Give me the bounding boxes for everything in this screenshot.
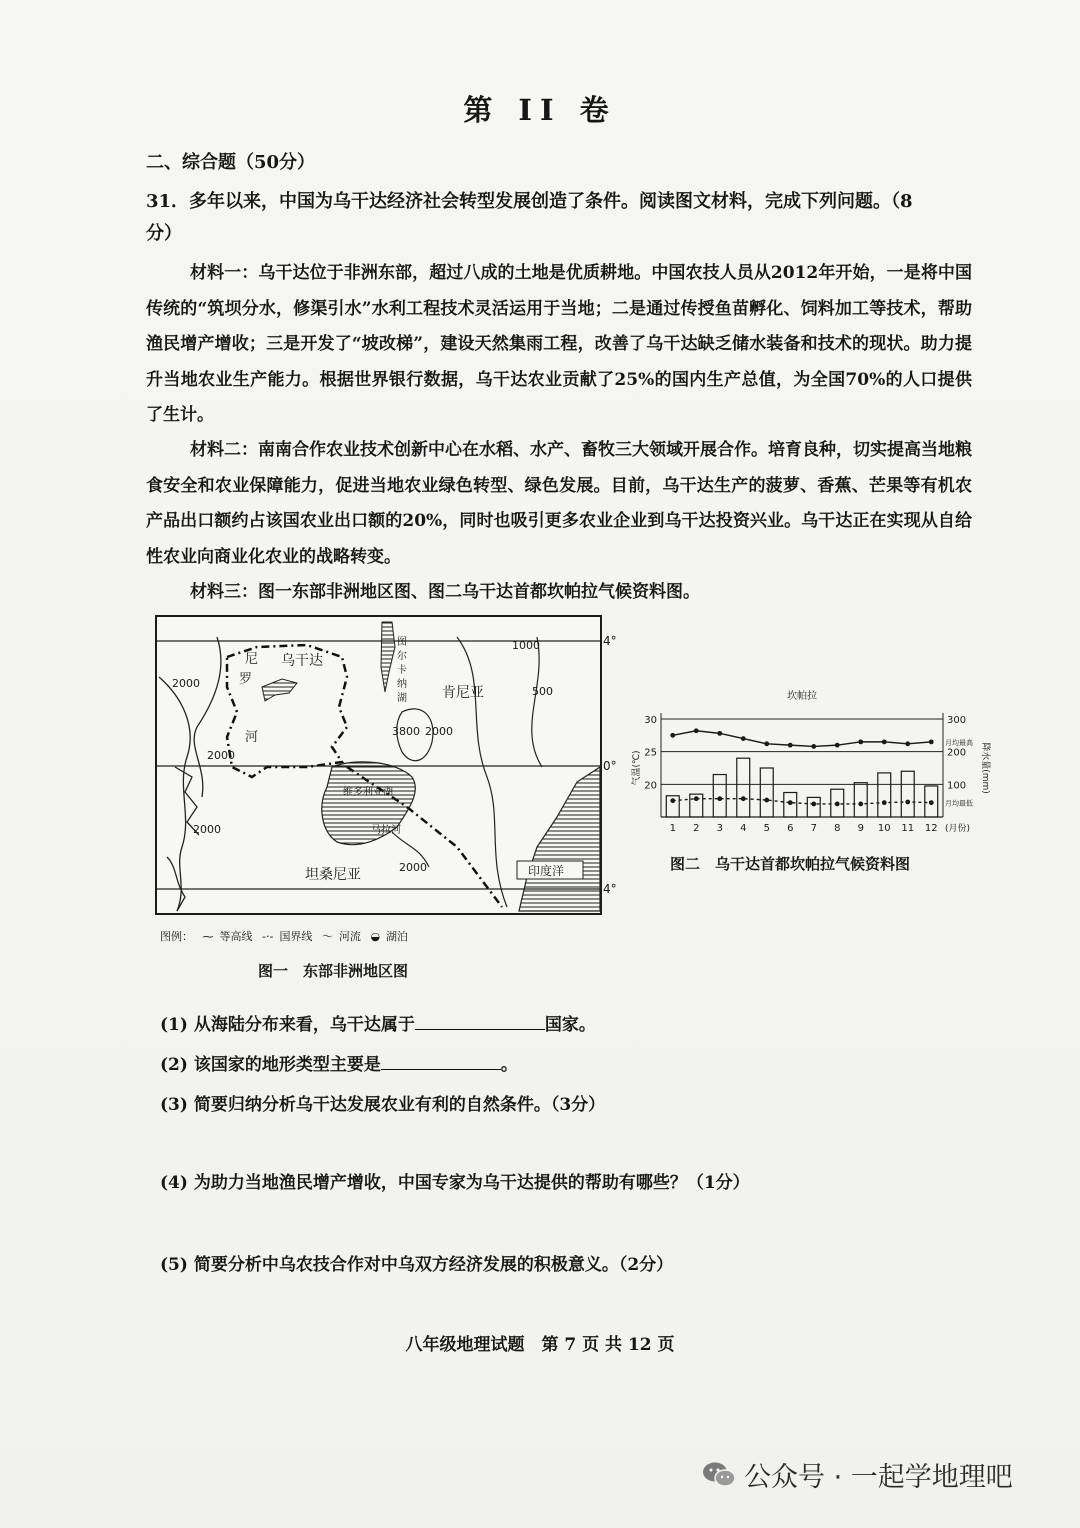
legend-river: 河流 xyxy=(338,930,361,943)
legend-border: 国界线 xyxy=(279,930,313,943)
page-footer: 八年级地理试题 第 7 页 共 12 页 xyxy=(405,1335,675,1355)
precip-bar xyxy=(713,775,726,817)
label-turkana: 湖 xyxy=(397,693,407,704)
left-axis-label: 气温(℃) xyxy=(632,750,642,786)
temp-max-point xyxy=(858,739,863,744)
month-tick-label: 7 xyxy=(810,823,817,834)
precip-bar xyxy=(878,773,891,817)
label-turkana: 卡 xyxy=(397,665,407,676)
left-tick-label: 20 xyxy=(644,780,657,792)
label-mara-river: 马拉河 xyxy=(371,825,401,836)
precip-bar xyxy=(854,783,867,817)
temp-max-label: 月均最高 xyxy=(945,738,973,747)
left-tick-label: 25 xyxy=(644,747,657,759)
material-1: 材料一：乌干达位于非洲东部，超过八成的土地是优质耕地。中国农技人员从2012年开始，一是将中国传统的“筑坝分水，修渠引水”水利工程技术灵活运用于当地；二是通过传授鱼苗孵化、饲料加工等技术，帮助渔民增产增收；三是开发了“坡改梯”，建设天然集雨工程，改善了乌干达缺乏储水装备和技术的现状。助力提升当地农业生产能力。根据世界银行数据，乌干达农业贡献了25%的国内生产总值，为全国70%的人口提供了生计。 xyxy=(146,263,972,425)
temp-max-point xyxy=(764,741,769,746)
contour-500 xyxy=(532,637,542,767)
temp-min-point xyxy=(764,798,769,803)
left-tick-label: 30 xyxy=(644,715,657,726)
month-tick-label: 2 xyxy=(693,823,700,834)
material-3: 材料三：图一东部非洲地区图、图二乌干达首都坎帕拉气候资料图。 xyxy=(190,582,700,602)
lake-turkana xyxy=(381,622,395,692)
legend-river-icon: 〜 xyxy=(321,930,333,943)
temp-max-point xyxy=(694,728,699,733)
legend-contour-icon: ⁓ xyxy=(202,930,214,943)
month-tick-label: 9 xyxy=(857,823,864,834)
temp-min-point xyxy=(858,802,863,807)
label-uganda: 乌干达 xyxy=(281,653,323,669)
temp-max-point xyxy=(835,743,840,748)
label-nile: 尼 xyxy=(245,652,259,667)
sub-question-4: (4) 为助力当地渔民增产增收，中国专家为乌干达提供的帮助有哪些？（1分） xyxy=(160,1173,750,1193)
east-africa-map xyxy=(155,615,617,915)
temp-max-point xyxy=(811,744,816,749)
temp-max-point xyxy=(929,739,934,744)
temp-min-point xyxy=(811,802,816,807)
lat-label-bot: 4° xyxy=(603,882,617,896)
contour-label: 3800 xyxy=(392,725,420,738)
temp-min-point xyxy=(882,800,887,805)
contour-label: 2000 xyxy=(172,677,200,690)
contour-label: 2000 xyxy=(207,749,235,762)
label-turkana: 图 xyxy=(397,637,407,648)
temp-max-line xyxy=(673,731,932,747)
temp-min-point xyxy=(788,800,793,805)
precip-bar xyxy=(807,797,820,817)
lake-outline xyxy=(167,857,185,911)
contour-label: 2000 xyxy=(193,823,221,836)
legend-prefix: 图例： xyxy=(160,930,193,943)
month-tick-label: 8 xyxy=(834,823,841,834)
temp-min-point xyxy=(717,796,722,801)
temp-min-point xyxy=(670,798,675,803)
temp-max-point xyxy=(717,731,722,736)
lat-label-mid: 0° xyxy=(603,759,617,773)
temp-max-point xyxy=(670,733,675,738)
contour-label: 2000 xyxy=(399,861,427,874)
label-nile: 罗 xyxy=(239,672,253,687)
temp-max-point xyxy=(741,736,746,741)
x-axis-label: (月份) xyxy=(945,824,971,834)
lake-kyoga xyxy=(262,679,297,701)
sub-question-1: (1) 从海陆分布来看，乌干达属于 国家。 xyxy=(160,1010,596,1035)
label-lake-victoria: 维多利亚湖 xyxy=(343,787,393,798)
chart-title: 坎帕拉 xyxy=(787,691,817,702)
answer-blank-1[interactable] xyxy=(415,1011,545,1030)
month-tick-label: 3 xyxy=(716,823,723,834)
contour-line xyxy=(194,637,221,797)
lake-victoria xyxy=(322,762,416,845)
legend-lake-icon: ◒ xyxy=(370,930,381,943)
month-tick-label: 4 xyxy=(740,823,747,834)
legend-contour: 等高线 xyxy=(219,930,253,943)
month-tick-label: 12 xyxy=(924,823,938,834)
legend-border-icon: -·- xyxy=(262,930,274,943)
material-2: 材料二：南南合作农业技术创新中心在水稻、水产、畜牧三大领域开展合作。培育良种，切实提高当地粮食安全和农业保障能力，促进当地农业绿色转型、绿色发展。目前，乌干达生产的菠萝、香蕉、芒果等有机农产品出口额约占该国农业出口额的20%，同时也吸引更多农业企业到乌干达投资兴业。乌干达正在实现从自给性农业向商业化农业的战略转变。 xyxy=(146,440,972,567)
right-axis-label: 降水量(mm) xyxy=(980,742,990,794)
month-tick-label: 1 xyxy=(669,823,676,834)
temp-min-point xyxy=(694,796,699,801)
watermark-text: 公众号 · 一起学地理吧 xyxy=(744,1462,1013,1493)
precip-bar xyxy=(760,768,773,817)
temp-min-label: 月均最低 xyxy=(945,799,973,808)
temp-max-point xyxy=(788,743,793,748)
right-tick-label: 100 xyxy=(947,780,967,792)
contour-1000 xyxy=(457,637,507,907)
map-caption: 图一 东部非洲地区图 xyxy=(258,962,409,980)
precip-bar xyxy=(737,758,750,817)
label-nile: 河 xyxy=(245,730,259,745)
right-tick-label: 200 xyxy=(947,747,967,759)
precip-bar xyxy=(901,771,914,817)
wechat-icon xyxy=(702,1461,736,1489)
page-title: 第 II 卷 xyxy=(463,93,617,127)
label-turkana: 尔 xyxy=(397,651,407,662)
month-tick-label: 5 xyxy=(763,823,770,834)
map-svg xyxy=(157,617,617,913)
label-kenya: 肯尼亚 xyxy=(442,685,484,701)
right-tick-label: 300 xyxy=(947,715,967,726)
sub-question-5: (5) 简要分析中乌农技合作对中乌双方经济发展的积极意义。（2分） xyxy=(160,1255,674,1275)
contour-label: 1000 xyxy=(512,639,540,652)
temp-min-point xyxy=(905,800,910,805)
map-legend xyxy=(160,928,414,944)
watermark xyxy=(702,1455,1013,1494)
month-tick-label: 11 xyxy=(901,823,915,834)
contour-label: 2000 xyxy=(425,725,453,738)
section-heading: 二、综合题（50分） xyxy=(146,152,316,173)
sub-question-2: (2) 该国家的地形类型主要是 。 xyxy=(160,1050,518,1075)
temp-min-line xyxy=(673,799,932,804)
month-tick-label: 6 xyxy=(787,823,794,834)
contour-line xyxy=(159,677,190,911)
climate-chart xyxy=(625,685,1015,855)
label-indian-ocean: 印度洋 xyxy=(528,864,565,878)
temp-max-point xyxy=(905,741,910,746)
answer-blank-2[interactable] xyxy=(381,1051,501,1070)
contour-label: 500 xyxy=(532,685,553,698)
label-tanzania: 坦桑尼亚 xyxy=(305,867,361,883)
legend-lake: 湖泊 xyxy=(386,930,409,943)
chart-caption: 图二 乌干达首都坎帕拉气候资料图 xyxy=(670,855,911,873)
temp-min-point xyxy=(929,800,934,805)
question-31: 31．多年以来，中国为乌干达经济社会转型发展创造了条件。阅读图文材料，完成下列问题。（8分） xyxy=(146,191,913,244)
sub-question-3: (3) 简要归纳分析乌干达发展农业有利的自然条件。（3分） xyxy=(160,1095,606,1115)
temp-min-point xyxy=(835,802,840,807)
lat-label-top: 4° xyxy=(603,634,617,648)
label-turkana: 纳 xyxy=(397,679,407,690)
month-tick-label: 10 xyxy=(877,823,891,834)
indian-ocean xyxy=(519,767,600,911)
temp-max-point xyxy=(882,739,887,744)
temp-min-point xyxy=(741,796,746,801)
